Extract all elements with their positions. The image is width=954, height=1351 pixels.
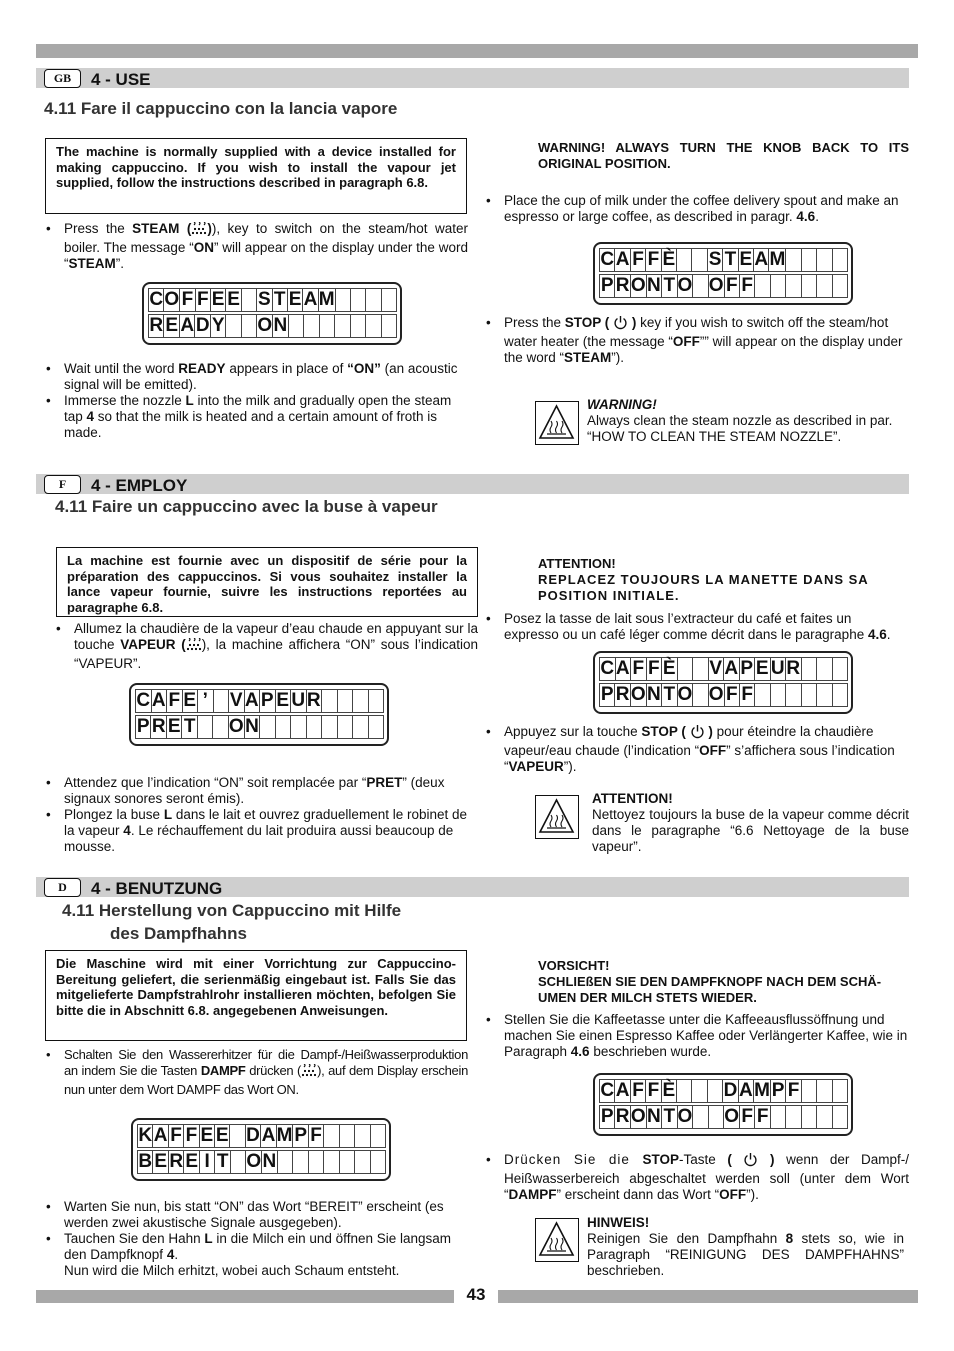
lcd-row xyxy=(137,1150,385,1174)
lcd-char-cell: N xyxy=(245,716,259,737)
subtitle-de-1: 4.11 Herstellung von Cappuccino mit Hilfe xyxy=(62,901,402,920)
lcd-char-cell xyxy=(832,1105,848,1129)
gb-warning-text: Always clean the steam nozzle as described in par. “HOW TO CLEAN THE STEAM NOZZLE”. xyxy=(587,413,893,444)
lcd-char-cell xyxy=(832,683,848,707)
section-title-de: 4 - BENUTZUNG xyxy=(91,879,223,898)
fr-bullets-2-3: • Attendez que l’indication “ON” soit remplacée par “PRET” (deux signaux sonores seront émis). • Plongez la buse L dans le lait et ouvrez graduellement le robinet de la vapeur 4. Le réchauffement du lait produira aussi beaucoup de mousse. xyxy=(44,775,468,855)
lcd-char-cell: R xyxy=(151,716,166,737)
lcd-char-cell xyxy=(339,1124,355,1148)
de-bullet-4: • Stellen Sie die Kaffeetasse unter die Kaffeeausflussöffnung und machen Sie einen Espresso Kaffee oder Verlängerter Kaffee, wie in Paragraph 4.6 beschrieben wurde. xyxy=(484,1012,909,1060)
lcd-char-cell xyxy=(381,288,397,312)
lcd-char-cell xyxy=(241,314,257,338)
lcd-char-cell: R xyxy=(149,315,164,336)
lcd-char-cell: D xyxy=(723,1080,738,1101)
fr-warning-knob: ATTENTION! REPLACEZ TOUJOURS LA MANETTE DANS SA POSITION INITIALE. xyxy=(538,556,869,603)
lcd-char-cell: È xyxy=(662,249,676,270)
page-number: 43 xyxy=(466,1285,486,1304)
hot-surface-warning-icon xyxy=(535,401,579,445)
lcd-char-cell xyxy=(801,1105,817,1129)
lcd-char-cell xyxy=(801,274,817,298)
lcd-display-fr-1 xyxy=(129,683,389,746)
lcd-char-cell: N xyxy=(647,275,661,296)
lcd-char-cell: E xyxy=(185,1151,199,1172)
lcd-char-cell: N xyxy=(262,1151,277,1172)
info-box-de: Die Maschine wird mit einer Vorrichtung zur Cappuccino-Bereitung geliefert, die serienmäßig eingebaut ist. Falls Sie das mitgelieferte Dampfstrahlrohr installieren möchten, befolgen Sie bitte die in Abschnitt 6.8. angegebenen Anweisungen. xyxy=(45,950,467,1041)
fr-bullet-4: • Posez la tasse de lait sous l’extracteur du café et faites un expresso ou un café léger comme décrit dans le paragraphe 4.6. xyxy=(484,611,909,643)
lcd-char-cell: A xyxy=(615,249,630,270)
lcd-row xyxy=(599,657,847,681)
lcd-char-cell: E xyxy=(154,1151,168,1172)
lcd-char-cell xyxy=(832,657,849,681)
lcd-char-cell xyxy=(691,1079,707,1103)
lcd-char-cell: P xyxy=(771,1080,785,1101)
lcd-char-cell: T xyxy=(661,1105,677,1129)
lcd-char-cell: Y xyxy=(211,315,225,336)
info-box-fr: La machine est fournie avec un dispositif de série pour la préparation des cappuccinos. Si vous souhaitez installer la lance vapeur fournie, suivre les instructions reportées au paragraphe 6.8. xyxy=(56,547,478,617)
lcd-char-cell: R xyxy=(786,658,801,679)
lcd-char-cell xyxy=(213,689,230,713)
steam-icon xyxy=(301,1064,317,1082)
lcd-char-cell: V xyxy=(709,658,723,679)
lcd-char-cell xyxy=(292,1150,308,1174)
lcd-char-cell xyxy=(339,1150,355,1174)
lcd-row xyxy=(599,1079,847,1103)
lcd-char-cell: N xyxy=(647,1106,661,1127)
lcd-char-cell: F xyxy=(645,248,661,272)
lcd-char-cell: M xyxy=(318,289,335,310)
lcd-char-cell: F xyxy=(195,288,211,312)
fr-warning-text: Nettoyez toujours la buse de la vapeur comme décrit dans le paragraphe “6.6 Nettoyage de la buse vapeur”. xyxy=(592,807,909,854)
lcd-char-cell xyxy=(692,683,708,707)
fr-warning-note xyxy=(592,791,909,855)
lcd-char-cell xyxy=(323,1124,339,1148)
steam-icon xyxy=(191,222,207,240)
gb-warning-head: WARNING! xyxy=(587,397,657,412)
lcd-char-cell: T xyxy=(722,248,738,272)
lcd-char-cell: C xyxy=(149,289,164,310)
gb-bullet-1: • Press the STEAM ( )), key to switch on the steam/hot water boiler. The message “ON” will appear on the display under the word “STEAM”. xyxy=(44,221,468,272)
lcd-row xyxy=(148,314,396,338)
lcd-char-cell: F xyxy=(168,1124,184,1148)
flag-fr: F xyxy=(44,475,81,494)
lcd-char-cell xyxy=(212,715,228,739)
lcd-char-cell xyxy=(816,1079,832,1103)
lcd-char-cell: A xyxy=(180,315,195,336)
lcd-char-cell xyxy=(770,1105,786,1129)
subtitle-gb: 4.11 Fare il cappuccino con la lancia vapore xyxy=(44,99,398,118)
lcd-row xyxy=(599,683,847,707)
lcd-char-cell: U xyxy=(770,658,785,679)
lcd-char-cell xyxy=(381,314,397,338)
lcd-char-cell: C xyxy=(600,658,615,679)
lcd-row xyxy=(148,288,396,312)
lcd-char-cell xyxy=(352,689,369,713)
lcd-char-cell xyxy=(335,288,351,312)
lcd-char-cell: I xyxy=(199,1150,215,1174)
lcd-char-cell xyxy=(785,683,801,707)
lcd-char-cell xyxy=(290,715,306,739)
lcd-char-cell xyxy=(770,274,786,298)
lcd-char-cell xyxy=(259,715,275,739)
lcd-char-cell: S xyxy=(257,289,271,310)
bottom-bar-left xyxy=(36,1290,454,1303)
lcd-char-cell xyxy=(365,314,381,338)
lcd-char-cell xyxy=(801,657,818,681)
lcd-char-cell xyxy=(370,1150,386,1174)
lcd-char-cell: R xyxy=(306,690,321,711)
lcd-char-cell: E xyxy=(288,289,302,310)
lcd-char-cell: F xyxy=(724,683,740,707)
lcd-char-cell: T xyxy=(214,1150,230,1174)
lcd-row xyxy=(135,715,383,739)
gb-warning-note xyxy=(587,397,909,445)
lcd-char-cell xyxy=(785,274,801,298)
stop-power-icon xyxy=(743,1152,758,1171)
lcd-char-cell xyxy=(303,314,319,338)
lcd-char-cell: F xyxy=(645,1079,661,1103)
lcd-char-cell: F xyxy=(183,1124,199,1148)
lcd-char-cell: È xyxy=(662,1080,676,1101)
gb-bullets-2-3: • Wait until the word READY appears in place of “ON” (an acoustic signal will be emitted). • Immerse the nozzle L into the milk and gradually open the steam tap 4 so that the milk is heated and a certain amount of froth is made. xyxy=(44,361,468,441)
lcd-char-cell xyxy=(754,274,770,298)
lcd-char-cell xyxy=(801,1079,817,1103)
lcd-row xyxy=(137,1124,385,1148)
lcd-char-cell: F xyxy=(308,1124,324,1148)
lcd-display-fr-2 xyxy=(593,651,853,714)
lcd-char-cell: A xyxy=(151,690,166,711)
lcd-char-cell: C xyxy=(600,1080,615,1101)
de-warning-note: HINWEIS! Reinigen Sie den Dampfhahn 8 stets so, wie in Paragraph “REINIGUNG DES DAMPFHAHNS” beschrieben. xyxy=(587,1215,904,1278)
lcd-char-cell: O xyxy=(630,684,646,705)
lcd-char-cell: E xyxy=(739,249,753,270)
lcd-row xyxy=(135,689,383,713)
lcd-char-cell xyxy=(319,314,335,338)
lcd-char-cell: C xyxy=(136,690,151,711)
lcd-char-cell xyxy=(288,314,304,338)
lcd-char-cell xyxy=(241,288,257,312)
subtitle-de-2: des Dampfhahns xyxy=(110,924,247,943)
flag-gb: GB xyxy=(44,69,81,88)
de-warning-knob: VORSICHT! SCHLIEßEN SIE DEN DAMPFKNOPF NACH DEM SCHÄ-UMEN DER MILCH STETS WIEDER. xyxy=(538,958,882,1005)
lcd-char-cell xyxy=(368,715,384,739)
lcd-char-cell: A xyxy=(615,658,630,679)
lcd-char-cell: R xyxy=(615,1106,630,1127)
lcd-char-cell: E xyxy=(215,1125,229,1146)
lcd-char-cell: O xyxy=(677,275,693,296)
lcd-char-cell: D xyxy=(246,1125,260,1146)
lcd-display-gb-1 xyxy=(142,282,402,345)
lcd-char-cell xyxy=(323,1150,339,1174)
lcd-char-cell: O xyxy=(677,1106,693,1127)
lcd-char-cell xyxy=(816,683,832,707)
steam-icon xyxy=(186,638,202,656)
lcd-char-cell: O xyxy=(724,1106,739,1127)
lcd-char-cell: N xyxy=(647,684,661,705)
info-box-gb: The machine is normally supplied with a device installed for making cappuccino. If you wish to install the vapour jet supplied, follow the instructions described in paragraph 6.8. xyxy=(45,138,467,214)
gb-bullet-5: • Press the STOP ( ) key if you wish to switch off the steam/hot water heater (the message “OFF”” will appear on the display under the word “STEAM”). xyxy=(484,315,909,366)
lcd-char-cell xyxy=(350,288,366,312)
fr-bullet-5: • Appuyez sur la touche STOP ( ) pour éteindre la chaudière vapeur/eau chaude (l’indication “OFF” s’affichera sous l’indication “VAPEUR”). xyxy=(484,724,909,775)
lcd-char-cell xyxy=(308,1150,324,1174)
flag-de: D xyxy=(44,878,81,897)
lcd-char-cell: O xyxy=(257,315,273,336)
lcd-char-cell: E xyxy=(200,1125,214,1146)
lcd-char-cell: A xyxy=(261,1125,276,1146)
lcd-char-cell: S xyxy=(708,249,722,270)
de-bullet-5: • Drücken Sie die STOP-Taste ( ) wenn der Dampf-/ Heißwasserbereich abgeschaltet werden soll (unter dem Wort “DAMPF” erscheint dann das Wort “OFF”). xyxy=(484,1152,909,1203)
lcd-char-cell xyxy=(816,274,832,298)
hot-surface-warning-icon xyxy=(535,1218,579,1262)
lcd-char-cell xyxy=(754,683,770,707)
lcd-char-cell: E xyxy=(211,289,225,310)
lcd-char-cell: N xyxy=(273,315,288,336)
lcd-char-cell: F xyxy=(739,683,755,707)
lcd-char-cell: T xyxy=(181,715,197,739)
lcd-char-cell: P xyxy=(136,716,150,737)
top-decorative-bar xyxy=(36,44,918,58)
lcd-row xyxy=(599,1105,847,1129)
lcd-char-cell: P xyxy=(600,684,614,705)
de-warning-head: HINWEIS! xyxy=(587,1215,650,1230)
lcd-char-cell: O xyxy=(708,684,724,705)
lcd-char-cell: A xyxy=(615,1080,630,1101)
lcd-char-cell xyxy=(225,314,241,338)
lcd-char-cell: O xyxy=(630,1106,646,1127)
gb-warning-knob: WARNING! ALWAYS TURN THE KNOB BACK TO ITS ORIGINAL POSITION. xyxy=(538,140,909,171)
lcd-char-cell xyxy=(306,715,322,739)
lcd-char-cell xyxy=(832,274,848,298)
lcd-char-cell: M xyxy=(754,1080,770,1101)
lcd-char-cell: T xyxy=(661,683,677,707)
lcd-char-cell: F xyxy=(630,657,647,681)
lcd-char-cell: E xyxy=(167,716,181,737)
lcd-char-cell: F xyxy=(630,1079,646,1103)
de-bullet-1: • Schalten Sie den Wassererhitzer für die Dampf-/Heißwasserproduktion an indem Sie die Tasten DAMPF drücken ( ), auf dem Display erschein nun unter dem Wort DAMPF das Wort ON. xyxy=(44,1047,468,1098)
lcd-char-cell: A xyxy=(303,289,318,310)
lcd-char-cell xyxy=(816,248,832,272)
lcd-char-cell: F xyxy=(630,248,646,272)
section-title-fr: 4 - EMPLOY xyxy=(91,476,188,495)
lcd-char-cell: O xyxy=(246,1151,262,1172)
lcd-row xyxy=(599,248,847,272)
lcd-char-cell: ’ xyxy=(197,689,214,713)
lcd-display-de-1 xyxy=(131,1118,391,1181)
lcd-char-cell xyxy=(365,288,381,312)
lcd-char-cell: R xyxy=(169,1151,184,1172)
lcd-char-cell: O xyxy=(630,275,646,296)
lcd-char-cell: F xyxy=(739,1105,755,1129)
lcd-char-cell: E xyxy=(227,289,240,310)
fr-bullet-1: • Allumez la chaudière de la vapeur d’eau chaude en appuyant sur la touche VAPEUR ( ), la machine affichera “ON” sous l’indication “VAPEUR”. xyxy=(54,621,478,672)
lcd-char-cell: B xyxy=(138,1151,153,1172)
lcd-char-cell: R xyxy=(615,684,630,705)
lcd-char-cell: F xyxy=(646,657,663,681)
lcd-char-cell xyxy=(677,657,694,681)
lcd-char-cell xyxy=(334,314,350,338)
lcd-char-cell: T xyxy=(272,288,288,312)
lcd-char-cell xyxy=(816,1105,832,1129)
lcd-char-cell xyxy=(354,1150,370,1174)
lcd-char-cell xyxy=(692,274,708,298)
lcd-char-cell xyxy=(337,689,354,713)
lcd-char-cell xyxy=(352,715,368,739)
fr-warning-head: ATTENTION! xyxy=(592,791,673,806)
lcd-display-de-2 xyxy=(593,1073,853,1136)
hot-surface-warning-icon xyxy=(535,795,579,839)
lcd-char-cell: P xyxy=(740,658,754,679)
lcd-char-cell xyxy=(337,715,353,739)
lcd-char-cell: T xyxy=(661,274,677,298)
lcd-char-cell: V xyxy=(229,690,243,711)
lcd-char-cell: O xyxy=(677,684,693,705)
lcd-char-cell xyxy=(691,248,707,272)
lcd-char-cell: A xyxy=(738,1080,753,1101)
lcd-char-cell xyxy=(801,248,817,272)
lcd-char-cell: E xyxy=(276,690,290,711)
lcd-char-cell: A xyxy=(724,658,739,679)
lcd-char-cell xyxy=(692,657,709,681)
lcd-char-cell xyxy=(321,689,338,713)
lcd-char-cell xyxy=(785,248,801,272)
lcd-char-cell: F xyxy=(785,1079,801,1103)
lcd-char-cell: C xyxy=(600,249,615,270)
lcd-char-cell: F xyxy=(179,288,195,312)
lcd-char-cell xyxy=(801,683,817,707)
lcd-char-cell: O xyxy=(164,289,180,310)
stop-power-icon xyxy=(613,315,628,334)
lcd-char-cell: P xyxy=(260,690,274,711)
bottom-bar-right xyxy=(498,1290,918,1303)
lcd-char-cell xyxy=(832,248,848,272)
lcd-char-cell xyxy=(229,1124,245,1148)
lcd-row xyxy=(599,274,847,298)
lcd-char-cell: O xyxy=(708,275,724,296)
lcd-char-cell xyxy=(832,1079,848,1103)
subtitle-fr: 4.11 Faire un cappuccino avec la buse à vapeur xyxy=(55,497,438,516)
lcd-char-cell: E xyxy=(183,690,197,711)
lcd-char-cell: E xyxy=(165,315,179,336)
lcd-char-cell: A xyxy=(153,1125,168,1146)
lcd-char-cell: M xyxy=(276,1125,293,1146)
lcd-char-cell: A xyxy=(244,690,259,711)
lcd-char-cell: E xyxy=(755,658,769,679)
lcd-char-cell xyxy=(197,715,213,739)
lcd-char-cell xyxy=(370,1124,386,1148)
lcd-char-cell xyxy=(692,1105,708,1129)
lcd-char-cell: A xyxy=(754,249,769,270)
lcd-char-cell: P xyxy=(600,1106,614,1127)
lcd-char-cell xyxy=(354,1124,370,1148)
lcd-char-cell xyxy=(368,689,385,713)
section-title-gb: 4 - USE xyxy=(91,70,151,89)
lcd-char-cell: K xyxy=(138,1125,153,1146)
lcd-char-cell: P xyxy=(294,1125,308,1146)
lcd-char-cell: O xyxy=(228,716,244,737)
lcd-char-cell: R xyxy=(615,275,630,296)
lcd-char-cell xyxy=(708,1105,724,1129)
lcd-char-cell: P xyxy=(600,275,614,296)
lcd-char-cell xyxy=(676,248,692,272)
lcd-char-cell: F xyxy=(754,1105,770,1129)
lcd-char-cell: F xyxy=(166,689,183,713)
lcd-char-cell: M xyxy=(769,249,786,270)
lcd-char-cell xyxy=(277,1150,293,1174)
section-bar-gb xyxy=(36,68,909,88)
lcd-char-cell xyxy=(770,683,786,707)
lcd-display-gb-2 xyxy=(593,242,853,305)
lcd-char-cell xyxy=(676,1079,692,1103)
lcd-char-cell: F xyxy=(724,274,740,298)
lcd-char-cell: È xyxy=(662,658,676,679)
lcd-char-cell xyxy=(785,1105,801,1129)
lcd-char-cell xyxy=(230,1150,246,1174)
de-bullets-2-3: • Warten Sie nun, bis statt “ON” das Wort “BEREIT” erscheint (es werden zwei akustische Signale ausgegeben). • Tauchen Sie den Hahn L in die Milch ein und öffnen Sie langsam den Dampfknopf 4. Nun wird die Milch erhitzt, wobei auch Schaum entsteht. xyxy=(44,1199,468,1279)
lcd-char-cell: D xyxy=(195,315,210,336)
lcd-char-cell xyxy=(350,314,366,338)
lcd-char-cell: U xyxy=(291,690,306,711)
lcd-char-cell: F xyxy=(739,274,755,298)
lcd-char-cell xyxy=(816,657,833,681)
lcd-char-cell xyxy=(707,1079,723,1103)
stop-power-icon xyxy=(690,724,705,743)
gb-bullet-4: • Place the cup of milk under the coffee delivery spout and make an espresso or large coffee, as described in paragr. 4.6. xyxy=(484,193,909,225)
lcd-char-cell xyxy=(275,715,291,739)
lcd-char-cell xyxy=(321,715,337,739)
